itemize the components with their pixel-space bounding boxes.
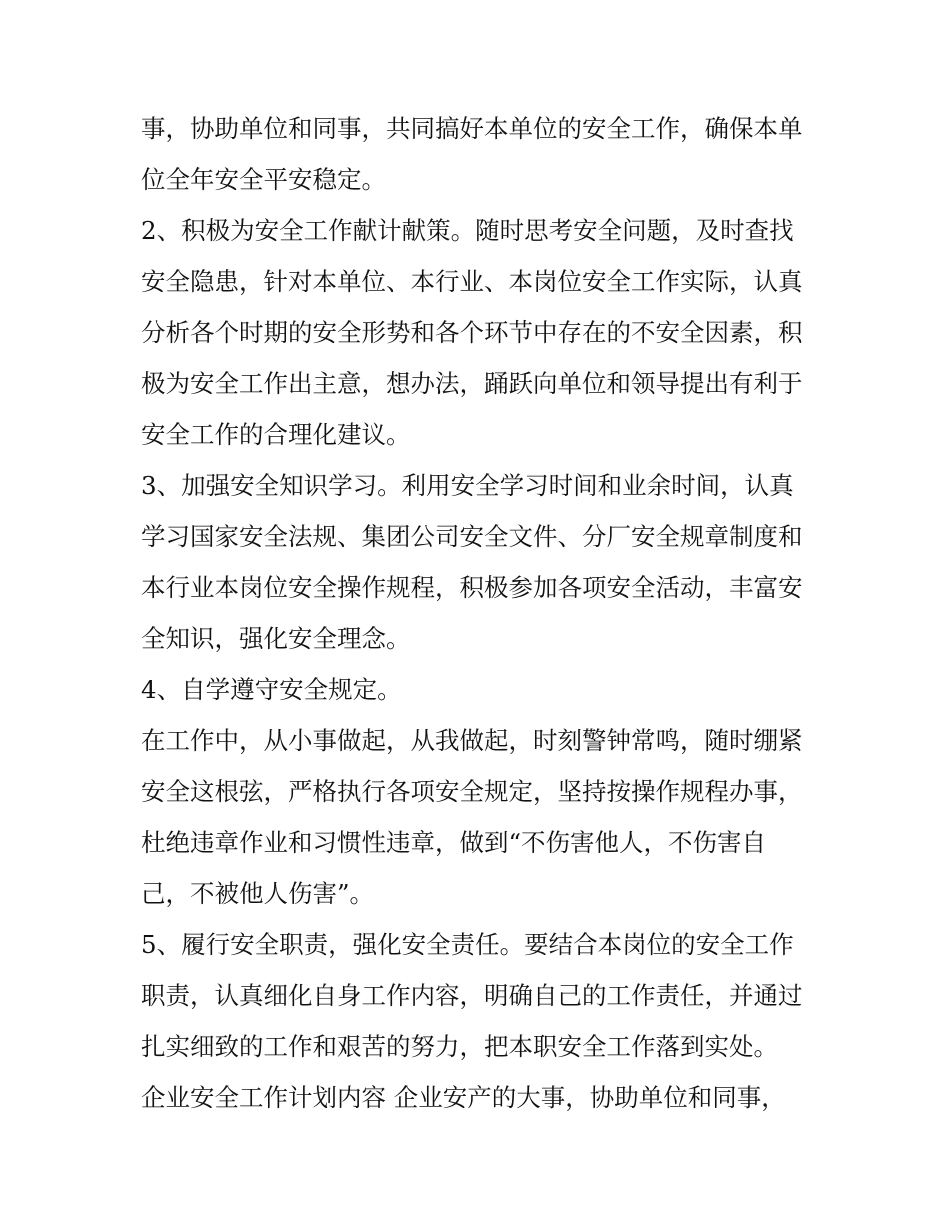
text-line: 己，不被他人伤害”。 bbox=[141, 879, 375, 908]
text-line: 位全年安全平安稳定。 bbox=[141, 165, 386, 194]
text-line: 杜绝违章作业和习惯性违章，做到“不伤害他人，不伤害自 bbox=[141, 828, 767, 857]
text-line: 安全隐患，针对本单位、本行业、本岗位安全工作实际，认真 bbox=[141, 267, 803, 296]
text-line: 2、积极为安全工作献计献策。随时思考安全问题，及时查找 bbox=[141, 216, 794, 245]
text-line: 分析各个时期的安全形势和各个环节中存在的不安全因素，积 bbox=[141, 318, 803, 347]
text-line: 企业安全工作计划内容 企业安产的大事，协助单位和同事， bbox=[141, 1083, 786, 1112]
text-line: 本行业本岗位安全操作规程，积极参加各项安全活动，丰富安 bbox=[141, 573, 803, 602]
text-line: 3、加强安全知识学习。利用安全学习时间和业余时间，认真 bbox=[141, 471, 794, 500]
text-line: 5、履行安全职责，强化安全责任。要结合本岗位的安全工作 bbox=[141, 930, 794, 959]
text-line: 在工作中，从小事做起，从我做起，时刻警钟常鸣，随时绷紧 bbox=[141, 726, 803, 755]
text-line: 4、自学遵守安全规定。 bbox=[141, 675, 402, 704]
text-line: 扎实细致的工作和艰苦的努力，把本职安全工作落到实处。 bbox=[141, 1032, 778, 1061]
text-line: 全知识，强化安全理念。 bbox=[141, 624, 411, 653]
text-line: 职责，认真细化自身工作内容，明确自己的工作责任，并通过 bbox=[141, 981, 803, 1010]
text-line: 安全这根弦，严格执行各项安全规定，坚持按操作规程办事， bbox=[141, 777, 803, 806]
text-line: 极为安全工作出主意，想办法，踊跃向单位和领导提出有利于 bbox=[141, 369, 803, 398]
text-line: 学习国家安全法规、集团公司安全文件、分厂安全规章制度和 bbox=[141, 522, 803, 551]
text-line: 安全工作的合理化建议。 bbox=[141, 420, 411, 449]
text-line: 事，协助单位和同事，共同搞好本单位的安全工作，确保本单 bbox=[141, 114, 803, 143]
